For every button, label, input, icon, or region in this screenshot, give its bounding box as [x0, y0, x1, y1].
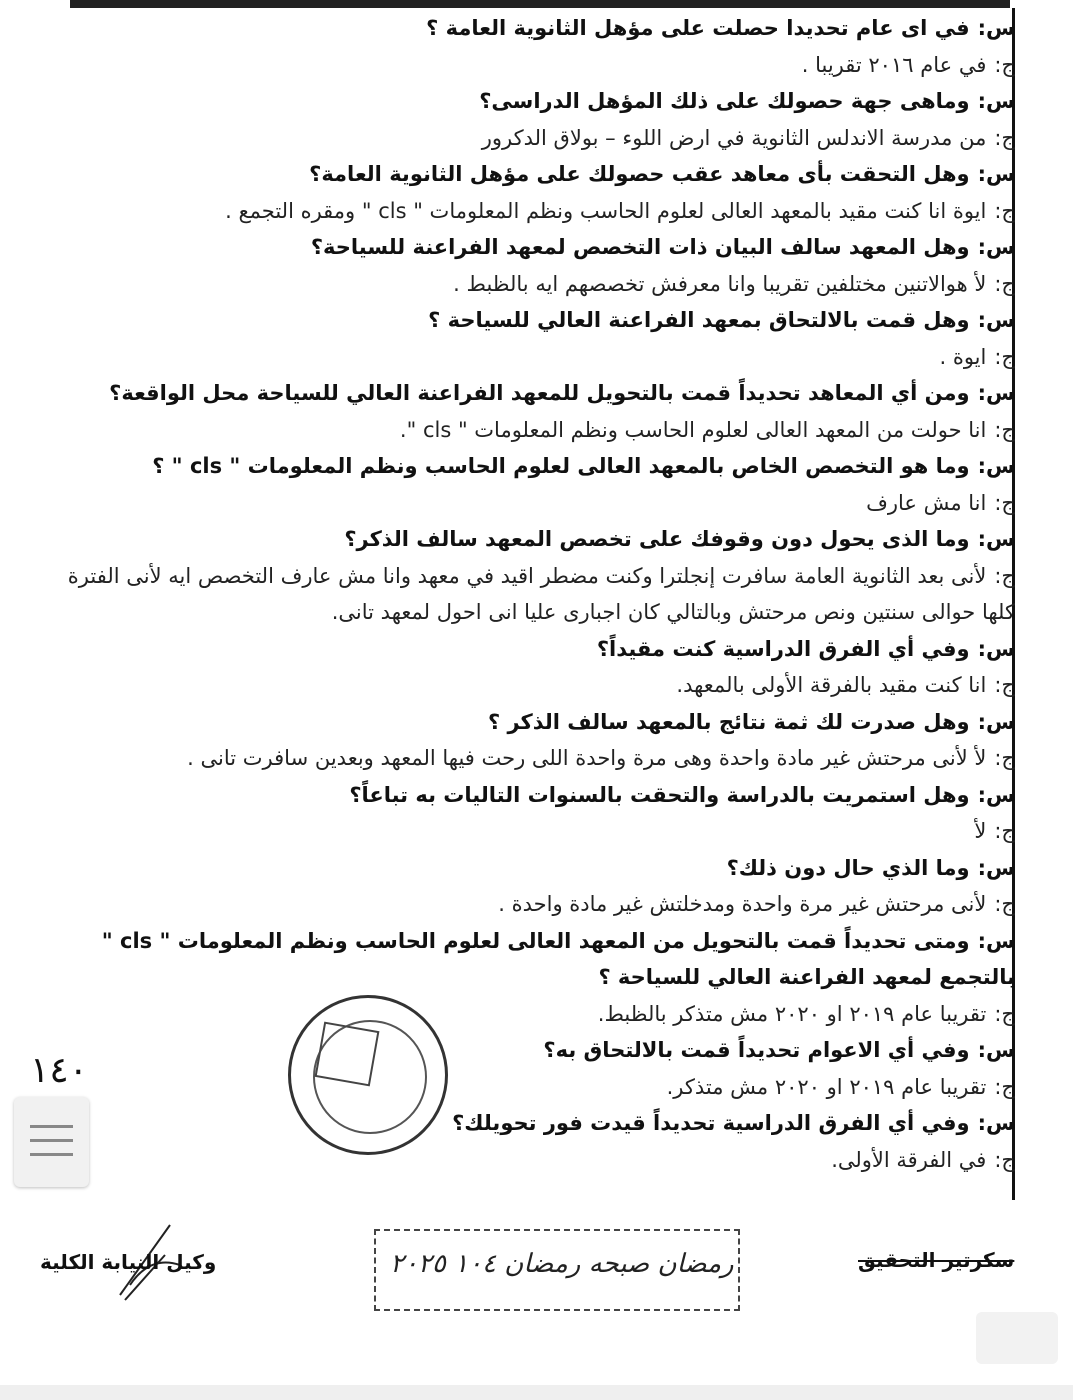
- question-prefix: س:: [977, 782, 1015, 807]
- question-line: [38, 10, 1015, 47]
- answer-text: انا مش عارف: [866, 490, 987, 515]
- answer-prefix: ج:: [994, 344, 1015, 369]
- answer-text: تقريبا عام ٢٠١٩ او ٢٠٢٠ مش متذكر.: [666, 1074, 987, 1099]
- answer-line: [38, 47, 1015, 84]
- answer-line: [38, 193, 1015, 230]
- question-prefix: س:: [977, 308, 1015, 332]
- answer-line: [38, 412, 1015, 449]
- answer-prefix: ج:: [994, 819, 1015, 843]
- question-line: [38, 83, 1015, 120]
- answer-prefix: ج:: [994, 563, 1015, 588]
- question-prefix: س:: [977, 928, 1015, 953]
- question-text: وفي أي الاعوام تحديداً قمت بالالتحاق به؟: [543, 1038, 970, 1062]
- question-line: [38, 1032, 1015, 1069]
- answer-line: [38, 740, 1015, 777]
- top-border: [70, 0, 1010, 8]
- question-text: في اى عام تحديدا حصلت على مؤهل الثانوية العامة ؟: [426, 16, 970, 40]
- menu-icon: [30, 1125, 73, 1128]
- question-prefix: س:: [977, 89, 1015, 113]
- question-text: وهل استمريت بالدراسة والتحقت بالسنوات التاليات به تباعاً؟: [349, 782, 970, 807]
- answer-prefix: ج:: [994, 417, 1015, 442]
- answer-line: [38, 120, 1015, 157]
- question-prefix: س:: [977, 527, 1015, 551]
- answer-line: [38, 266, 1015, 303]
- question-prefix: س:: [977, 855, 1015, 880]
- secretary-label: سكرتير التحقيق: [858, 1248, 1015, 1272]
- interrogation-text: [38, 10, 1015, 1178]
- answer-text: لأنى مرحتش غير مرة واحدة ومدخلتش غير مادة واحدة .: [498, 892, 987, 916]
- answer-line: [38, 339, 1015, 376]
- question-prefix: س:: [977, 1038, 1015, 1062]
- answer-text: ايوة انا كنت مقيد بالمعهد العالى لعلوم الحاسب ونظم المعلومات " cls " ومقره التجمع .: [225, 198, 987, 223]
- question-prefix: س:: [977, 235, 1015, 259]
- question-line: [38, 631, 1015, 668]
- corner-button[interactable]: [976, 1312, 1058, 1364]
- question-text: وهل التحقت بأى معاهد عقب حصولك على مؤهل الثانوية العامة؟: [309, 162, 970, 186]
- answer-prefix: ج:: [994, 52, 1015, 77]
- question-prefix: س:: [977, 162, 1015, 186]
- answer-text: في عام ٢٠١٦ تقريبا .: [801, 52, 987, 77]
- question-line: [38, 704, 1015, 741]
- answer-line: [38, 996, 1015, 1033]
- signature-text: رمضان صبحه رمضان ١٠٤ ٢٠٢٥: [390, 1249, 734, 1279]
- answer-text: ايوة .: [939, 344, 987, 369]
- question-text: ومتى تحديداً قمت بالتحويل من المعهد العالى لعلوم الحاسب ونظم المعلومات " cls " بالتجمع لمعهد الفراعنة العالي للسياحة ؟: [101, 928, 1015, 989]
- question-prefix: س:: [977, 636, 1015, 661]
- question-prefix: س:: [977, 381, 1015, 405]
- answer-text: لأ هوالاتنين مختلفين تقريبا وانا معرفش تخصصهم ايه بالظبط .: [453, 271, 987, 296]
- answer-prefix: ج:: [994, 746, 1015, 770]
- page-number: ١٤٠: [30, 1050, 89, 1091]
- question-text: وفي أي الفرق الدراسية كنت مقيداً؟: [596, 636, 970, 661]
- answer-text: من مدرسة الاندلس الثانوية في ارض اللوء – بولاق الدكرور: [481, 125, 987, 150]
- question-line: [38, 923, 1015, 996]
- question-prefix: س:: [977, 454, 1015, 478]
- question-text: وماهى جهة حصولك على ذلك المؤهل الدراسى؟: [479, 89, 970, 113]
- answer-text: لأ لأنى مرحتش غير مادة واحدة وهى مرة واحدة اللى رحت فيها المعهد وبعدين سافرت تانى .: [187, 746, 987, 770]
- answer-text: في الفرقة الأولى.: [831, 1147, 987, 1172]
- answer-prefix: ج:: [994, 673, 1015, 697]
- answer-line: [38, 485, 1015, 522]
- answer-line: [38, 667, 1015, 704]
- answer-text: انا حولت من المعهد العالى لعلوم الحاسب ونظم المعلومات " cls ".: [399, 417, 987, 442]
- question-line: [38, 521, 1015, 558]
- question-text: وهل المعهد سالف البيان ذات التخصص لمعهد الفراعنة للسياحة؟: [310, 235, 970, 259]
- question-line: [38, 229, 1015, 266]
- official-seal: [288, 995, 448, 1155]
- answer-text: لأ: [974, 819, 987, 843]
- answer-prefix: ج:: [994, 1147, 1015, 1172]
- question-text: وما هو التخصص الخاص بالمعهد العالى لعلوم الحاسب ونظم المعلومات " cls " ؟: [152, 454, 970, 478]
- question-text: وفي أي الفرق الدراسية تحديداً قيدت فور تحويلك؟: [452, 1111, 970, 1135]
- question-line: [38, 850, 1015, 887]
- question-prefix: س:: [977, 16, 1015, 40]
- answer-line: [38, 558, 1015, 631]
- question-line: [38, 375, 1015, 412]
- answer-line: [38, 813, 1015, 850]
- answer-text: انا كنت مقيد بالفرقة الأولى بالمعهد.: [676, 673, 987, 697]
- question-text: ومن أي المعاهد تحديداً قمت بالتحويل للمعهد الفراعنة العالي للسياحة محل الواقعة؟: [109, 381, 970, 405]
- answer-line: [38, 1142, 1015, 1179]
- answer-prefix: ج:: [994, 198, 1015, 223]
- answer-prefix: ج:: [994, 1001, 1015, 1026]
- question-line: [38, 1105, 1015, 1142]
- question-text: وما الذى يحول دون وقوفك على تخصص المعهد سالف الذكر؟: [344, 527, 970, 551]
- answer-prefix: ج:: [994, 1074, 1015, 1099]
- answer-prefix: ج:: [994, 892, 1015, 916]
- question-prefix: س:: [977, 1111, 1015, 1135]
- bottom-bar: [0, 1385, 1073, 1400]
- answer-text: تقريبا عام ٢٠١٩ او ٢٠٢٠ مش متذكر بالظبط.: [597, 1001, 987, 1026]
- question-text: وما الذي حال دون ذلك؟: [726, 855, 970, 880]
- answer-line: [38, 1069, 1015, 1106]
- menu-button[interactable]: [14, 1097, 89, 1187]
- answer-prefix: ج:: [994, 271, 1015, 296]
- question-text: وهل صدرت لك ثمة نتائج بالمعهد سالف الذكر ؟: [487, 709, 970, 734]
- answer-line: [38, 886, 1015, 923]
- answer-text: لأنى بعد الثانوية العامة سافرت إنجلترا وكنت مضطر اقيد في معهد وانا مش عارف التخصص ايه لأنى الفترة كلها حوالى سنتين ونص مرحتش وبالتالي كان اجبارى عليا انى احول لمعهد تانى.: [67, 563, 1015, 624]
- question-line: [38, 156, 1015, 193]
- answer-prefix: ج:: [994, 490, 1015, 515]
- question-line: [38, 302, 1015, 339]
- question-line: [38, 777, 1015, 814]
- signature-box: [374, 1229, 740, 1311]
- prosecutor-label: وكيل النيابة الكلية: [40, 1250, 217, 1274]
- question-prefix: س:: [977, 709, 1015, 734]
- answer-prefix: ج:: [994, 125, 1015, 150]
- question-text: وهل قمت بالالتحاق بمعهد الفراعنة العالي للسياحة ؟: [428, 308, 970, 332]
- question-line: [38, 448, 1015, 485]
